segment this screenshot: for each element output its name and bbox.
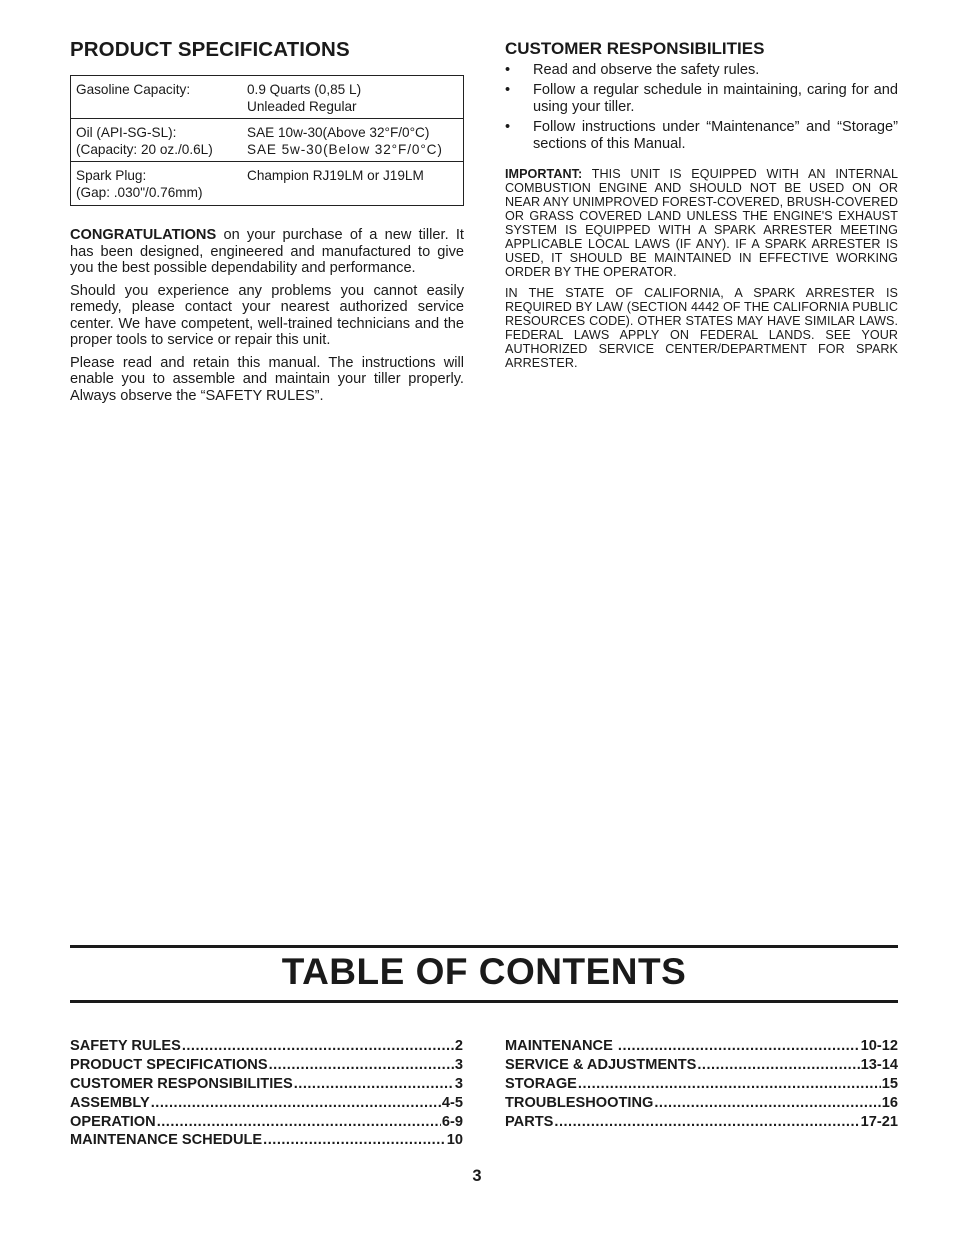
toc-entry-page: 4-5 bbox=[441, 1094, 463, 1111]
toc-entry-title: ASSEMBLY bbox=[70, 1094, 150, 1111]
toc-entry-page: 16 bbox=[881, 1094, 898, 1111]
list-item-text: Follow a regular schedule in maintaining, caring for and using your tiller. bbox=[533, 81, 898, 115]
toc-entry[interactable] bbox=[70, 1038, 463, 1057]
list-item bbox=[505, 62, 898, 80]
congratulations-text: on your purchase of a new tiller. It has been designed, engineered and manufactured to give you the best possible dependability and performance. bbox=[70, 227, 464, 276]
toc-leader-dots bbox=[654, 1095, 880, 1111]
toc-right-column bbox=[505, 1038, 898, 1132]
bullet-icon: • bbox=[505, 81, 511, 98]
toc-entry[interactable] bbox=[70, 1095, 463, 1114]
spec-row bbox=[71, 162, 464, 206]
toc-leader-dots bbox=[151, 1095, 441, 1111]
toc-bottom-rule bbox=[70, 1000, 898, 1003]
toc-entry[interactable] bbox=[505, 1095, 898, 1114]
spec-label-line: Gasoline Capacity: bbox=[76, 82, 191, 97]
toc-leader-dots bbox=[578, 1076, 881, 1092]
toc-entry-page: 2 bbox=[454, 1038, 463, 1054]
toc-title: TABLE OF CONTENTS bbox=[281, 951, 687, 992]
toc-entry-title: TROUBLESHOOTING bbox=[505, 1094, 654, 1111]
toc-entry-title: SERVICE & ADJUSTMENTS bbox=[505, 1056, 697, 1073]
toc-entry[interactable] bbox=[505, 1057, 898, 1076]
bullet-icon: • bbox=[505, 118, 511, 135]
important-lead: IMPORTANT: bbox=[505, 166, 583, 181]
toc-entry-page: 15 bbox=[881, 1075, 898, 1092]
toc-entry-page: 10 bbox=[446, 1132, 463, 1149]
customer-responsibilities-section bbox=[505, 36, 898, 370]
congratulations-lead: CONGRATULATIONS bbox=[70, 227, 217, 243]
toc-entry-title: MAINTENANCE SCHEDULE bbox=[70, 1132, 263, 1149]
toc-leader-dots bbox=[294, 1076, 454, 1092]
spec-value bbox=[242, 76, 464, 119]
spec-value bbox=[242, 162, 464, 206]
toc-entry-title: STORAGE bbox=[505, 1075, 577, 1092]
toc-entry-title: MAINTENANCE bbox=[505, 1038, 617, 1054]
spec-value-line: Champion RJ19LM or J19LM bbox=[247, 168, 424, 183]
customer-responsibilities-title: CUSTOMER RESPONSIBILITIES bbox=[505, 39, 765, 58]
toc-entry-title: OPERATION bbox=[70, 1113, 156, 1130]
spec-label bbox=[71, 162, 243, 206]
toc-entry-title: PARTS bbox=[505, 1113, 554, 1130]
retain-manual-paragraph: Please read and retain this manual. The instructions will enable you to assemble and maintain your tiller properly. Always observe the “SAFETY RULES”. bbox=[70, 354, 464, 404]
toc-leader-dots bbox=[263, 1132, 446, 1148]
toc-entry[interactable] bbox=[70, 1076, 463, 1095]
california-notice: IN THE STATE OF CALIFORNIA, A SPARK ARRESTER IS REQUIRED BY LAW (SECTION 4442 OF THE CALIFORNIA PUBLIC RESOURCES CODE). OTHER STATES MAY HAVE SIMILAR LAWS. FEDERAL LAWS APPLY ON FEDERAL LANDS. SEE YOUR AUTHORIZED SERVICE CENTER/DEPARTMENT FOR SPARK ARRESTER. bbox=[505, 285, 898, 370]
spec-row bbox=[71, 119, 464, 162]
important-text: THIS UNIT IS EQUIPPED WITH AN INTERNAL COMBUSTION ENGINE AND SHOULD NOT BE USED ON OR NEAR ANY UNIMPROVED FOREST-COVERED, BRUSH-COVERED OR GRASS COVERED LAND UNLESS THE ENGINE'S EXHAUST SYSTEM IS EQUIPPED WITH A SPARK ARRESTER MEETING APPLICABLE LOCAL LAWS (IF ANY). IF A SPARK ARRESTER IS USED, IT SHOULD BE MAINTAINED IN EFFECTIVE WORKING ORDER BY THE OPERATOR. bbox=[505, 166, 898, 279]
congratulations-paragraph bbox=[70, 227, 464, 277]
toc-leader-dots bbox=[182, 1038, 454, 1054]
spec-value-line: Unleaded Regular bbox=[247, 99, 357, 114]
toc-leader-dots bbox=[554, 1114, 859, 1130]
spec-label-line: Spark Plug: bbox=[76, 168, 147, 183]
page-number: 3 bbox=[472, 1167, 482, 1185]
spec-label-line: (Gap: .030"/0.76mm) bbox=[76, 185, 203, 200]
toc-entry[interactable] bbox=[70, 1114, 463, 1133]
spec-row bbox=[71, 76, 464, 119]
toc-leader-dots bbox=[157, 1114, 441, 1130]
toc-entry-page: 10-12 bbox=[860, 1038, 898, 1054]
list-item-text: Follow instructions under “Maintenance” and “Storage” sections of this Manual. bbox=[533, 118, 898, 152]
toc-entry-title: PRODUCT SPECIFICATIONS bbox=[70, 1056, 268, 1073]
toc-entry[interactable] bbox=[505, 1114, 898, 1133]
spec-label bbox=[71, 119, 243, 162]
toc-leader-dots bbox=[618, 1038, 860, 1054]
spec-label-line: Oil (API-SG-SL): bbox=[76, 125, 177, 140]
toc-left-column bbox=[70, 1038, 463, 1151]
toc-leader-dots bbox=[697, 1057, 859, 1073]
toc-top-rule bbox=[70, 945, 898, 948]
bullet-icon: • bbox=[505, 62, 511, 78]
spec-label-line: (Capacity: 20 oz./0.6L) bbox=[76, 142, 213, 157]
product-specifications-title: PRODUCT SPECIFICATIONS bbox=[70, 38, 350, 61]
toc-entry[interactable] bbox=[505, 1038, 898, 1057]
toc-entry-page: 6-9 bbox=[441, 1113, 463, 1130]
toc-entry-title: SAFETY RULES bbox=[70, 1038, 181, 1054]
toc-leader-dots bbox=[269, 1057, 454, 1073]
specifications-table bbox=[70, 75, 464, 206]
spec-value-line: SAE 5w-30(Below 32°F/0°C) bbox=[247, 142, 443, 157]
spec-value bbox=[242, 119, 464, 162]
list-item-text: Read and observe the safety rules. bbox=[533, 62, 760, 78]
toc-entry-page: 17-21 bbox=[860, 1113, 898, 1130]
responsibilities-list bbox=[505, 62, 898, 154]
toc-entry-page: 3 bbox=[454, 1056, 463, 1073]
important-notice bbox=[505, 167, 898, 279]
toc-entry-page: 3 bbox=[454, 1075, 463, 1092]
service-paragraph: Should you experience any problems you cannot easily remedy, please contact your nearest authorized service center. We have competent, well-trained technicians and the proper tools to service or repair this unit. bbox=[70, 282, 464, 348]
list-item bbox=[505, 119, 898, 154]
list-item bbox=[505, 82, 898, 117]
toc-entry[interactable] bbox=[505, 1076, 898, 1095]
toc-entry[interactable] bbox=[70, 1057, 463, 1076]
spec-label bbox=[71, 76, 243, 119]
toc-entry[interactable] bbox=[70, 1132, 463, 1151]
spec-value-line: SAE 10w-30(Above 32°F/0°C) bbox=[247, 125, 430, 140]
toc-entry-page: 13-14 bbox=[860, 1056, 898, 1073]
spec-value-line: 0.9 Quarts (0,85 L) bbox=[247, 82, 362, 97]
toc-entry-title: CUSTOMER RESPONSIBILITIES bbox=[70, 1075, 293, 1092]
product-specifications-section bbox=[70, 36, 464, 404]
